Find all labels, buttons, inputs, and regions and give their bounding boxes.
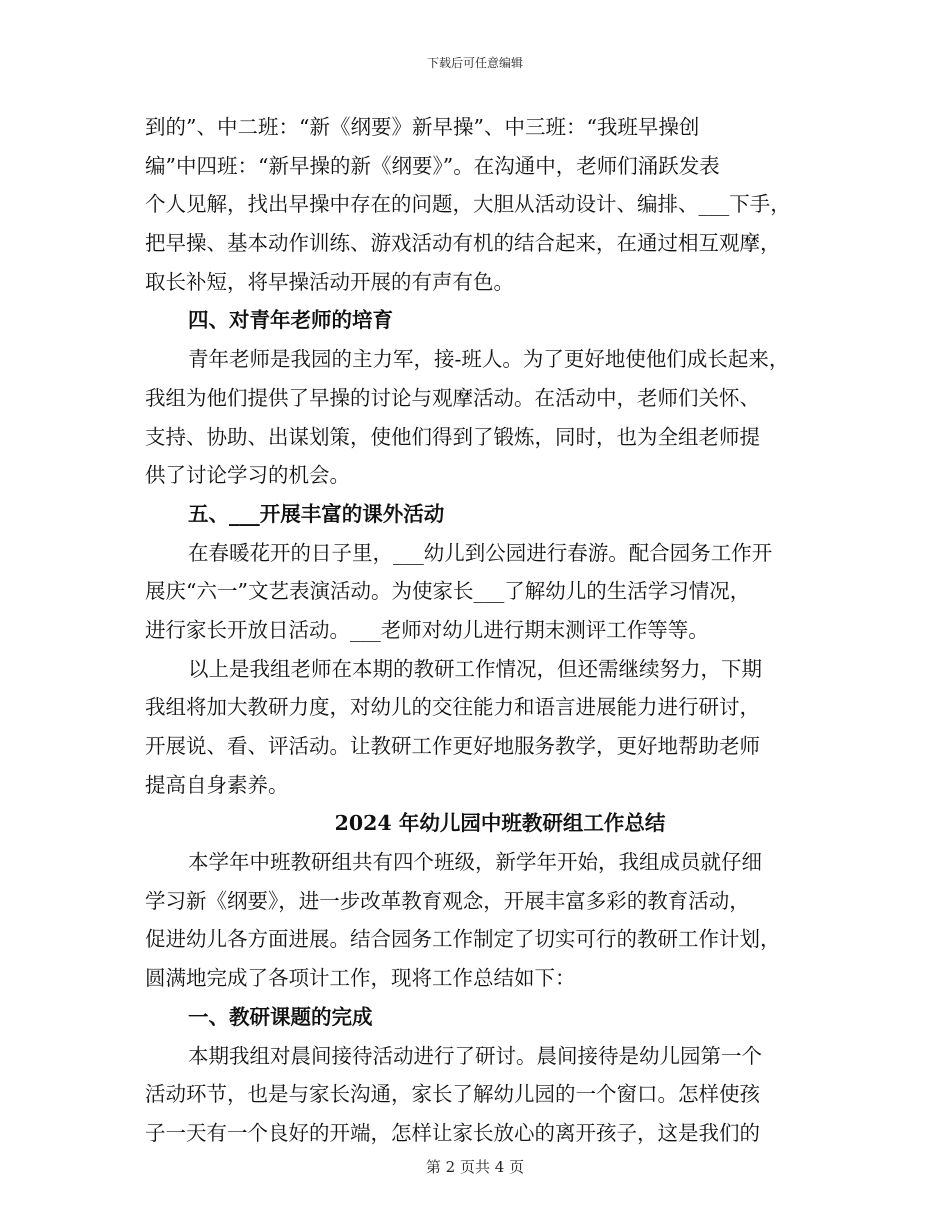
paragraph-line: 圆满地完成了各项计工作，现将工作总结如下： bbox=[145, 966, 576, 991]
paragraph-line: 供了讨论学习的机会。 bbox=[145, 463, 350, 488]
paragraph-line: 子一天有一个良好的开端，怎样让家长放心的离开孩子，这是我们的 bbox=[145, 1120, 760, 1145]
paragraph-line: 个人见解，找出早操中存在的问题，大胆从活动设计、编排、___下手， bbox=[145, 192, 791, 217]
paragraph-line: 以上是我组老师在本期的教研工作情况，但还需继续努力，下期 bbox=[188, 656, 762, 681]
paragraph-line: 青年老师是我园的主力军，接-班人。为了更好地使他们成长起来， bbox=[188, 347, 790, 372]
paragraph-line: 支持、协助、出谋划策，使他们得到了锻炼，同时，也为全组老师提 bbox=[145, 424, 760, 449]
section-heading: 四、对青年老师的培育 bbox=[188, 308, 393, 333]
paragraph-line: 活动环节，也是与家长沟通，家长了解幼儿园的一个窗口。怎样使孩 bbox=[145, 1082, 760, 1107]
paragraph-line: 开展说、看、评活动。让教研工作更好地服务教学，更好地帮助老师 bbox=[145, 734, 760, 758]
paragraph-line: 取长补短，将早操活动开展的有声有色。 bbox=[145, 269, 514, 294]
paragraph-line: 我组将加大教研力度，对幼儿的交往能力和语言进展能力进行研讨， bbox=[145, 695, 760, 720]
document-body bbox=[145, 108, 825, 1153]
paragraph-line: 促进幼儿各方面进展。结合园务工作制定了切实可行的教研工作计划， bbox=[145, 927, 781, 952]
paragraph-line: 在春暖花开的日子里，___幼儿到公园进行春游。配合园务工作开 bbox=[188, 540, 773, 565]
paragraph-line: 编”中四班：“新早操的新《纲要》”。在沟通中，老师们涌跃发表 bbox=[145, 153, 720, 178]
paragraph-line: 进行家长开放日活动。___老师对幼儿进行期末测评工作等等。 bbox=[145, 617, 709, 642]
paragraph-line: 本学年中班教研组共有四个班级，新学年开始，我组成员就仔细 bbox=[188, 850, 762, 875]
paragraph-line: 学习新《纲要》，进一步改革教育观念，开展丰富多彩的教育活动， bbox=[145, 888, 750, 913]
section-heading: 一、教研课题的完成 bbox=[188, 1004, 373, 1029]
paragraph-line: 到的”、中二班：“新《纲要》新早操”、中三班：“我班早操创 bbox=[145, 115, 700, 139]
document-title: 2024 年幼儿园中班教研组工作总结 bbox=[334, 811, 666, 836]
paragraph-line: 我组为他们提供了早操的讨论与观摩活动。在活动中，老师们关怀、 bbox=[145, 385, 760, 410]
page-footer: 第 2 页共 4 页 bbox=[425, 1158, 525, 1176]
paragraph-line: 提高自身素养。 bbox=[145, 772, 289, 797]
paragraph-line: 本期我组对晨间接待活动进行了研讨。晨间接待是幼儿园第一个 bbox=[188, 1043, 762, 1068]
paragraph-line: 展庆“六一”文艺表演活动。为使家长___了解幼儿的生活学习情况， bbox=[145, 579, 751, 604]
paragraph-line: 把早操、基本动作训练、游戏活动有机的结合起来，在通过相互观摩， bbox=[145, 231, 781, 256]
page-header: 下载后可任意编辑 bbox=[426, 56, 523, 70]
section-heading: 五、___开展丰富的课外活动 bbox=[188, 501, 445, 526]
